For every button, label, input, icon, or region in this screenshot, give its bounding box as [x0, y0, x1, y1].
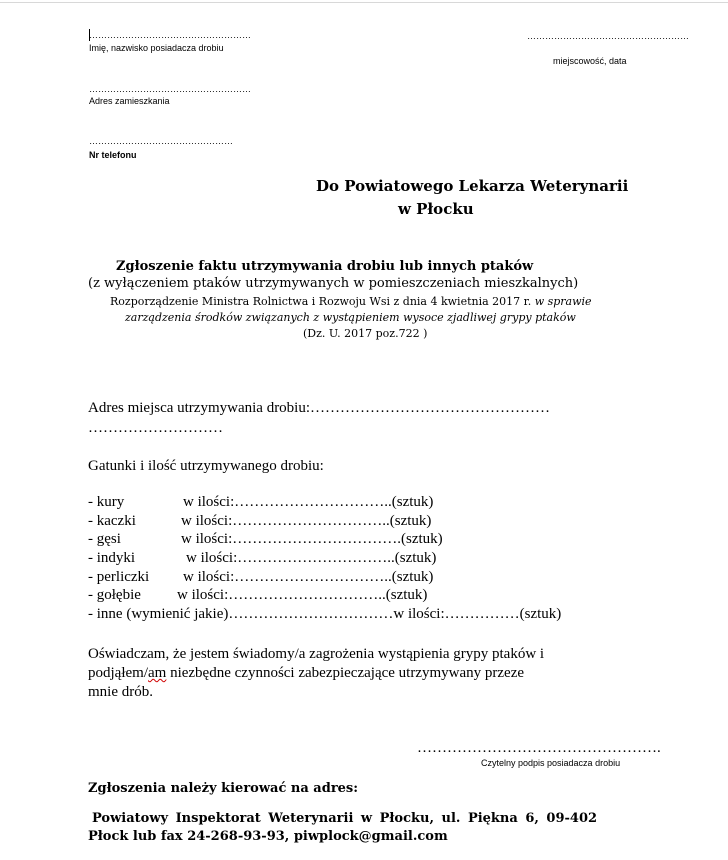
recipient-line2: w Płocku	[398, 200, 474, 218]
species-kury-name: - kury	[88, 494, 125, 510]
place-date-label: miejscowość, data	[553, 56, 627, 66]
footer-address-line2: Płock lub fax 24-268-93-93, piwplock@gmail.com	[88, 829, 448, 844]
species-kaczki-field: w ilości:…………………………..(sztuk)	[181, 513, 432, 529]
declaration-line3: mnie drób.	[88, 684, 153, 700]
document-subtitle: (z wyłączeniem ptaków utrzymywanych w pomieszczeniach mieszkalnych)	[88, 276, 579, 291]
declaration-line1: Oświadczam, że jestem świadomy/a zagrożenia wystąpienia grypy ptaków i	[88, 646, 545, 662]
species-gesi-name: - gęsi	[88, 531, 121, 547]
footer-address-line1: Powiatowy Inspektorat Weterynarii w Płocku, ul. Piękna 6, 09-402	[92, 811, 598, 826]
name-dots: ………………………………………………	[89, 30, 251, 40]
document-title: Zgłoszenie faktu utrzymywania drobiu lub innych ptaków	[116, 259, 534, 274]
address-label: Adres zamieszkania	[89, 96, 170, 106]
phone-dots: …………………………………………	[89, 136, 233, 146]
page-top-border	[0, 0, 728, 3]
species-golebie-field: w ilości:…………………………..(sztuk)	[177, 587, 428, 603]
signature-label: Czytelny podpis posiadacza drobiu	[481, 758, 621, 768]
species-golebie-name: - gołębie	[88, 587, 141, 603]
address-dots: ………………………………………………	[89, 84, 251, 94]
name-label: Imię, nazwisko posiadacza drobiu	[89, 43, 224, 53]
regulation-line3: (Dz. U. 2017 poz.722 )	[303, 327, 428, 340]
holding-address-line2: ………………………	[88, 420, 223, 436]
spellcheck-underline: am	[148, 665, 167, 681]
phone-label: Nr telefonu	[89, 150, 137, 160]
species-kaczki-name: - kaczki	[88, 513, 136, 529]
species-kury-field: w ilości:…………………………..(sztuk)	[183, 494, 434, 510]
holding-address-line1: Adres miejsca utrzymywania drobiu:…………………………………………	[88, 400, 551, 416]
species-perliczki-name: - perliczki	[88, 569, 150, 585]
species-indyki-name: - indyki	[88, 550, 136, 566]
signature-dots: ………………………………………….	[417, 740, 661, 756]
species-gesi-field: w ilości:…………………………….(sztuk)	[181, 531, 443, 547]
species-perliczki-field: w ilości:…………………………..(sztuk)	[183, 569, 434, 585]
footer-heading: Zgłoszenia należy kierować na adres:	[88, 781, 359, 796]
regulation-line1: Rozporządzenie Ministra Rolnictwa i Rozwoju Wsi z dnia 4 kwietnia 2017 r. w sprawie	[110, 295, 592, 308]
species-indyki-field: w ilości:…………………………..(sztuk)	[186, 550, 437, 566]
declaration-line2: podjąłem/am niezbędne czynności zabezpieczające utrzymywany przeze	[88, 665, 525, 681]
species-inne-line: - inne (wymienić jakie)……………………………w ilości:……………(sztuk)	[88, 606, 562, 622]
species-heading: Gatunki i ilość utrzymywanego drobiu:	[88, 458, 324, 474]
recipient-line1: Do Powiatowego Lekarza Weterynarii	[316, 177, 629, 195]
regulation-line2: zarządzenia środków związanych z wystąpieniem wysoce zjadliwej grypy ptaków	[125, 311, 576, 324]
place-date-dots: ………………………………………………	[527, 31, 689, 41]
